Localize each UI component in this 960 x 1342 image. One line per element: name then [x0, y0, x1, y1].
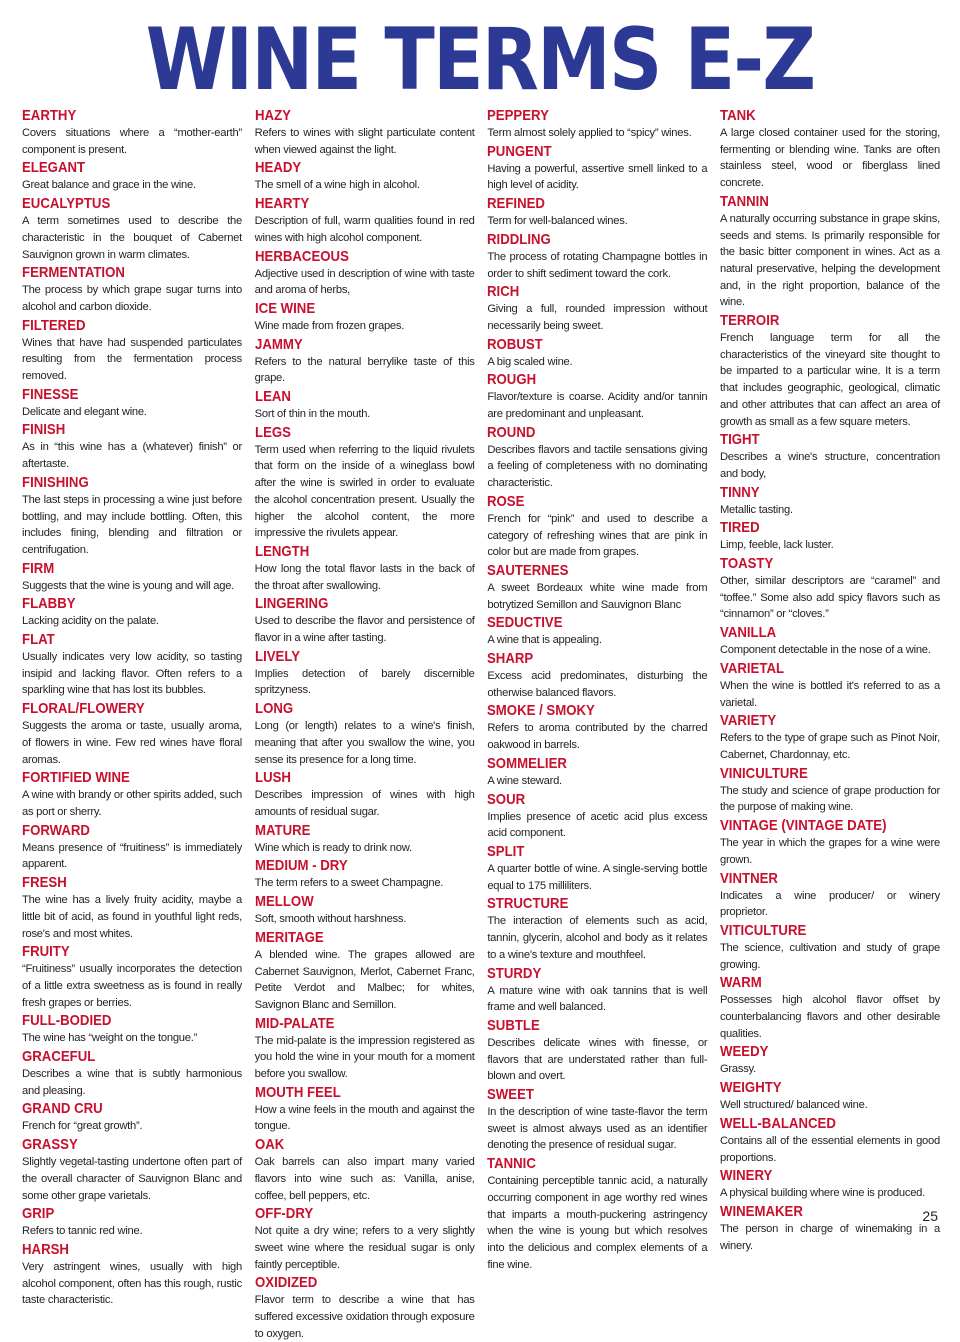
glossary-entry	[487, 1085, 707, 1154]
entry-definition: Oak barrels can also impart many varied flavors into wine such as: Vanilla, anise, coffee, bell peppers, etc.	[254, 1156, 475, 1202]
glossary-entry	[255, 387, 475, 423]
entry-definition: French language term for all the characteristics of the vineyard site thought to be imparted to a particular wine. It is a term that includes geographic, geological, climatic and other attributes that can affect an area of growth as small as a few square meters.	[719, 332, 940, 428]
glossary-entry	[487, 335, 707, 371]
entry-definition: Suggests the aroma or taste, usually aroma, of flowers in wine. Few red wines have floral aromas.	[22, 720, 242, 766]
entry-term: LINGERING	[254, 595, 328, 613]
glossary-entry	[255, 892, 475, 928]
entry-definition: The science, cultivation and study of grape growing.	[719, 941, 940, 971]
entry-term: RIDDLING	[487, 230, 552, 248]
glossary-entry	[255, 856, 475, 892]
entry-term: LIVELY	[254, 647, 300, 665]
glossary-entry	[720, 554, 940, 623]
glossary-entry	[487, 282, 707, 334]
glossary-entry	[255, 821, 475, 857]
glossary-entry	[720, 973, 940, 1042]
glossary-entry	[22, 699, 242, 768]
glossary-entry	[255, 1014, 475, 1083]
glossary-entry	[720, 711, 940, 763]
glossary-entry	[255, 423, 475, 542]
entry-term: PEPPERY	[487, 107, 550, 124]
entry-definition: Not quite a dry wine; refers to a very slightly sweet wine where the residual sugar is only faintly perceptible.	[254, 1225, 475, 1271]
glossary-entry	[487, 1154, 707, 1273]
glossary-entry	[22, 263, 242, 315]
entry-term: FINISHING	[22, 473, 89, 491]
entry-definition: A blended wine. The grapes allowed are Cabernet Sauvignon, Merlot, Cabernet Franc, Petite Verdot and Malbec; for whites, Savignon Blanc and Semillon.	[254, 948, 475, 1011]
entry-definition: Slightly vegetal-tasting undertone often part of the overall character of Sauvignon Blanc and some other grape varietals.	[22, 1156, 242, 1202]
entry-term: FLAT	[22, 631, 55, 649]
entry-term: MOUTH FEEL	[254, 1083, 341, 1101]
glossary-column-1	[22, 106, 242, 1307]
entry-term: FRUITY	[22, 943, 70, 961]
entry-term: VANILLA	[719, 624, 777, 642]
entry-definition: French for “pink” and used to describe a category of refreshing wines that are pink in color but are made from grapes.	[487, 512, 708, 559]
glossary-entry	[720, 1202, 940, 1254]
entry-term: LENGTH	[254, 542, 309, 560]
glossary-entry	[487, 423, 707, 492]
glossary-entry	[22, 821, 242, 873]
glossary-entry	[22, 106, 242, 158]
entry-definition: Having a powerful, assertive smell linked to a high level of acidity.	[487, 162, 708, 192]
entry-definition: A quarter bottle of wine. A single-serving bottle equal to 175 milliliters.	[487, 862, 708, 892]
glossary-entry	[720, 764, 940, 816]
glossary-entry	[720, 1166, 940, 1202]
entry-term: EUCALYPTUS	[22, 195, 111, 213]
entry-definition: A large closed container used for the storing, fermenting or blending wine. Tanks are often stainless steel, wood or fiberglass lined concrete.	[719, 127, 940, 190]
entry-term: ROBUST	[487, 335, 544, 353]
glossary-entry	[255, 928, 475, 1014]
entry-term: WINEMAKER	[719, 1202, 803, 1220]
entry-term: FIRM	[22, 559, 55, 577]
glossary-entry	[22, 1099, 242, 1135]
entry-definition: Term used when referring to the liquid rivulets that form on the inside of a wineglass bowl after the wine is swirled in order to evaluate the alcohol concentration present. Usually the higher the alcohol content, the more impressive the rivulets appear.	[254, 443, 475, 540]
entry-term: WARM	[719, 974, 762, 992]
entry-definition: The wine has “weight on the tongue.”	[22, 1032, 198, 1045]
entry-definition: A wine steward.	[487, 774, 562, 787]
glossary-entry	[720, 483, 940, 519]
entry-term: TERROIR	[719, 312, 780, 330]
entry-definition: Description of full, warm qualities found in red wines with high alcohol component.	[254, 215, 475, 244]
entry-term: LEAN	[254, 388, 291, 406]
entry-term: TIGHT	[719, 431, 760, 449]
entry-definition: Well structured/ balanced wine.	[719, 1099, 868, 1112]
glossary-entry	[22, 559, 242, 595]
glossary-entry	[487, 964, 707, 1016]
glossary-entry	[255, 1135, 475, 1204]
glossary-entry	[720, 1114, 940, 1166]
entry-term: ELEGANT	[22, 159, 86, 177]
glossary-entry	[720, 311, 940, 430]
entry-term: TANNIN	[719, 192, 769, 210]
entry-term: LUSH	[254, 769, 291, 787]
glossary-entry	[720, 518, 940, 554]
glossary-entry	[487, 701, 707, 753]
entry-definition: Giving a full, rounded impression without necessarily being sweet.	[487, 303, 708, 332]
entry-definition: Describes delicate wines with finesse, or flavors that are understated rather than full-blown and overt.	[487, 1036, 708, 1083]
entry-definition: Adjective used in description of wine with taste and aroma of herbs,	[254, 267, 475, 297]
entry-term: SOMMELIER	[487, 754, 568, 772]
glossary-entry	[255, 542, 475, 594]
glossary-entry	[720, 623, 940, 659]
entry-definition: A wine with brandy or other spirits added, such as port or sherry.	[22, 789, 242, 818]
entry-definition: Refers to tannic red wine.	[22, 1225, 143, 1238]
entry-term: WELL-BALANCED	[719, 1114, 836, 1132]
entry-definition: The person in charge of winemaking in a winery.	[719, 1222, 940, 1252]
entry-definition: How a wine feels in the mouth and against the tongue.	[254, 1103, 475, 1133]
entry-definition: Describes flavors and tactile sensations giving a feeling of completeness with no dominating characteristic.	[487, 443, 708, 490]
entry-definition: Flavor/texture is coarse. Acidity and/or tannin are predominant and unpleasant.	[487, 391, 708, 421]
glossary-entry	[487, 142, 707, 194]
entry-definition: Long (or length) relates to a wine's finish, meaning that after you swallow the wine, you sense its presence for a long time.	[254, 720, 475, 766]
entry-definition: The term refers to a sweet Champagne.	[254, 877, 444, 890]
entry-term: GRACEFUL	[22, 1048, 96, 1066]
glossary-entry	[22, 1011, 242, 1047]
glossary-entry	[22, 420, 242, 472]
glossary-entry	[22, 194, 242, 263]
glossary-entry	[22, 942, 242, 1011]
page-title: WINE TERMS E-Z	[145, 10, 815, 110]
entry-definition: Suggests that the wine is young and will age.	[22, 579, 235, 592]
entry-term: OFF-DRY	[254, 1205, 313, 1223]
entry-definition: Describes a wine's structure, concentration and body,	[719, 451, 940, 480]
glossary-entry	[255, 647, 475, 699]
glossary-entry	[720, 816, 940, 868]
entry-term: VARIETY	[719, 712, 777, 730]
entry-term: JAMMY	[254, 335, 303, 353]
entry-term: SHARP	[487, 650, 534, 668]
entry-term: FLABBY	[22, 595, 76, 613]
entry-term: FLORAL/FLOWERY	[22, 700, 145, 718]
glossary-entry	[720, 192, 940, 311]
entry-definition: How long the total flavor lasts in the back of the throat after swallowing.	[254, 562, 475, 592]
entry-term: TIRED	[719, 519, 760, 537]
glossary-entry	[487, 649, 707, 701]
entry-definition: Term almost solely applied to “spicy” wines.	[487, 127, 692, 139]
entry-definition: A sweet Bordeaux white wine made from botrytized Semillon and Sauvignon Blanc	[487, 581, 708, 611]
entry-term: FINISH	[22, 421, 66, 439]
glossary-entry	[22, 1204, 242, 1240]
entry-definition: Limp, feeble, lack luster.	[719, 539, 834, 552]
entry-term: OAK	[254, 1136, 284, 1154]
glossary-entry	[720, 106, 940, 192]
entry-term: VINICULTURE	[719, 764, 808, 782]
glossary-entry	[22, 1047, 242, 1099]
glossary-entry	[487, 194, 707, 230]
glossary-entry	[22, 768, 242, 820]
entry-definition: Very astringent wines, usually with high alcohol component, often has this rough, rustic taste characteristic.	[22, 1260, 242, 1307]
glossary-entry	[255, 335, 475, 387]
glossary-entry	[22, 385, 242, 421]
entry-term: HARSH	[22, 1240, 69, 1258]
entry-term: SPLIT	[487, 842, 525, 860]
entry-term: STURDY	[487, 964, 542, 982]
entry-term: FULL-BODIED	[22, 1012, 112, 1030]
entry-term: SOUR	[487, 790, 526, 808]
glossary-entry	[255, 768, 475, 820]
entry-term: VITICULTURE	[719, 921, 807, 939]
glossary-entry	[487, 1016, 707, 1085]
entry-term: PUNGENT	[487, 142, 552, 160]
entry-term: HAZY	[254, 107, 291, 124]
entry-term: TANK	[719, 107, 756, 124]
entry-definition: Excess acid predominates, disturbing the otherwise balanced flavors.	[487, 670, 708, 699]
glossary-entry	[487, 561, 707, 613]
glossary-entry	[720, 430, 940, 482]
glossary-entry	[22, 873, 242, 942]
entry-term: MID-PALATE	[254, 1014, 335, 1032]
entry-definition: The wine has a lively fruity acidity, maybe a little bit of acid, as found in youthful light reds, rose's and most whites.	[22, 894, 242, 940]
entry-definition: Term for well-balanced wines.	[487, 215, 628, 228]
entry-definition: Lacking acidity on the palate.	[22, 615, 159, 628]
glossary-entry	[487, 230, 707, 282]
entry-term: RICH	[487, 283, 520, 301]
entry-definition: Grassy.	[719, 1063, 756, 1076]
glossary-entry	[487, 842, 707, 894]
glossary-entry	[22, 1135, 242, 1204]
entry-term: TOASTY	[719, 555, 774, 573]
entry-term: TINNY	[719, 483, 760, 501]
glossary-entry	[255, 194, 475, 246]
glossary-entry	[720, 1042, 940, 1078]
entry-term: LONG	[254, 700, 293, 718]
glossary-entry	[487, 370, 707, 422]
glossary-entry	[22, 630, 242, 699]
entry-term: SMOKE / SMOKY	[487, 702, 596, 720]
entry-definition: A physical building where wine is produced.	[719, 1187, 926, 1200]
entry-definition: Covers situations where a “mother-earth” component is present.	[22, 127, 242, 156]
entry-term: HEARTY	[254, 195, 309, 213]
entry-term: LEGS	[254, 423, 291, 441]
entry-definition: Usually indicates very low acidity, so tasting insipid and lacking flavor. Often refers to a sparkling wine that has lost its bubbles.	[22, 651, 242, 697]
glossary-entry	[255, 247, 475, 299]
entry-definition: Implies presence of acetic acid plus excess acid component.	[487, 810, 708, 840]
page-number: 25	[922, 1208, 938, 1224]
entry-definition: The mid-palate is the impression registered as you hold the wine in your mouth for a moment before you swallow.	[254, 1034, 475, 1081]
entry-definition: Metallic tasting.	[719, 503, 793, 516]
glossary-entry	[22, 158, 242, 194]
entry-definition: A term sometimes used to describe the characteristic in the bouquet of Cabernet Sauvignon grown in warm climates.	[22, 215, 242, 261]
entry-definition: The last steps in processing a wine just before bottling, and may include bottling. Often, this includes fining, blending and filtration or centrifugation.	[22, 493, 242, 556]
glossary-entry	[720, 659, 940, 711]
entry-definition: The study and science of grape production for the purpose of making wine.	[719, 784, 940, 814]
entry-term: FORWARD	[22, 821, 90, 839]
entry-definition: Indicates a wine producer/ or winery proprietor.	[719, 889, 940, 919]
glossary-entry	[255, 699, 475, 768]
entry-definition: The interaction of elements such as acid, tannin, glycerin, alcohol and body as it relates to a wine's texture and mouthfeel.	[487, 915, 708, 961]
entry-term: STRUCTURE	[487, 895, 569, 913]
entry-term: SUBTLE	[487, 1016, 541, 1034]
glossary-entry	[22, 1240, 242, 1309]
entry-definition: In the description of wine taste-flavor the term sweet is almost always used as an identifier denoting the presence of residual sugar.	[487, 1106, 708, 1152]
glossary-entry	[255, 106, 475, 158]
entry-definition: The process of rotating Champagne bottles in order to shift sediment toward the cork.	[487, 250, 708, 280]
glossary-column-2	[254, 106, 475, 1340]
entry-term: FRESH	[22, 874, 67, 892]
entry-definition: Component detectable in the nose of a wine.	[719, 644, 931, 657]
entry-term: ICE WINE	[254, 299, 315, 317]
entry-definition: As in “this wine has a (whatever) finish” or aftertaste.	[22, 441, 242, 471]
entry-term: GRASSY	[22, 1136, 78, 1154]
entry-term: SAUTERNES	[487, 561, 569, 579]
glossary-entry	[487, 106, 707, 142]
entry-definition: Refers to the type of grape such as Pinot Noir, Cabernet, Chardonnay, etc.	[719, 732, 940, 761]
entry-term: GRAND CRU	[22, 1100, 103, 1118]
entry-term: ROUGH	[487, 371, 537, 389]
entry-term: TANNIC	[487, 1155, 537, 1173]
entry-definition: Refers to aroma contributed by the charred oakwood in barrels.	[487, 722, 708, 752]
entry-term: MELLOW	[254, 893, 314, 911]
glossary-column-3	[487, 106, 708, 1271]
entry-definition: Wine which is ready to drink now.	[254, 841, 412, 854]
glossary-entry	[487, 613, 707, 649]
entry-definition: Describes a wine that is subtly harmonious and pleasing.	[22, 1068, 242, 1097]
entry-definition: Means presence of “fruitiness” is immediately apparent.	[22, 841, 242, 871]
entry-definition: Containing perceptible tannic acid, a naturally occurring component in age worthy red wines that imparts a mouth-puckering astringency when the wine is young but which resolves into the delicious and complex elements of a fine wine.	[487, 1175, 708, 1271]
glossary-entry	[487, 790, 707, 842]
entry-term: EARTHY	[22, 107, 77, 124]
entry-definition: Flavor term to describe a wine that has suffered excessive oxidation through exposure to oxygen.	[254, 1294, 475, 1340]
glossary-entry	[720, 869, 940, 921]
entry-term: GRIP	[22, 1205, 55, 1223]
glossary-entry	[22, 594, 242, 630]
entry-term: MEDIUM - DRY	[254, 857, 348, 875]
glossary-entry	[255, 1083, 475, 1135]
entry-definition: The year in which the grapes for a wine were grown.	[719, 837, 940, 866]
entry-definition: Great balance and grace in the wine.	[22, 179, 196, 192]
entry-definition: Other, similar descriptors are “caramel” and “toffee.” Some also add spicy flavors such as “cinnamon” or “cloves.”	[719, 575, 940, 621]
glossary-entry	[255, 1204, 475, 1273]
entry-term: SWEET	[487, 1086, 535, 1104]
entry-definition: Describes impression of wines with high amounts of residual sugar.	[254, 789, 475, 818]
entry-term: MERITAGE	[254, 928, 324, 946]
entry-definition: Wines that have had suspended particulates resulting from the fermentation process removed.	[22, 336, 242, 383]
entry-term: REFINED	[487, 195, 546, 213]
glossary-entry	[255, 594, 475, 646]
glossary-entry	[22, 473, 242, 559]
entry-definition: A naturally occurring substance in grape skins, seeds and stems. Is primarily responsible for the basic bitter component in wines. Act as a natural preservative, helping the development and, in the right proportion, balance of the wine.	[719, 212, 940, 309]
entry-definition: When the wine is bottled it's referred to as a varietal.	[719, 679, 940, 709]
glossary-entry	[22, 316, 242, 385]
glossary-entry	[720, 1078, 940, 1114]
entry-definition: Delicate and elegant wine.	[22, 405, 147, 418]
glossary-entry	[487, 754, 707, 790]
entry-definition: Refers to the natural berrylike taste of this grape.	[254, 355, 475, 385]
entry-definition: A big scaled wine.	[487, 355, 573, 368]
entry-term: HEADY	[254, 159, 301, 177]
entry-definition: A wine that is appealing.	[487, 634, 602, 647]
entry-term: ROUND	[487, 423, 536, 441]
entry-definition: Refers to wines with slight particulate content when viewed against the light.	[254, 127, 475, 156]
entry-definition: Sort of thin in the mouth.	[254, 408, 371, 421]
entry-definition: Possesses high alcohol flavor offset by counterbalancing flavors and other desirable qualities.	[719, 994, 940, 1040]
glossary-entry	[255, 158, 475, 194]
entry-definition: Used to describe the flavor and persistence of flavor in a wine after tasting.	[254, 615, 475, 645]
entry-term: FINESSE	[22, 385, 79, 403]
entry-definition: The smell of a wine high in alcohol.	[254, 179, 420, 192]
entry-definition: The process by which grape sugar turns into alcohol and carbon dioxide.	[22, 284, 242, 313]
entry-term: OXIDIZED	[254, 1274, 317, 1292]
entry-term: VINTAGE (VINTAGE DATE)	[719, 817, 887, 835]
entry-definition: Wine made from frozen grapes.	[254, 319, 405, 332]
entry-term: FORTIFIED WINE	[22, 769, 130, 787]
entry-term: MATURE	[254, 821, 311, 839]
entry-definition: Implies detection of barely discernible spritzyness.	[254, 667, 475, 697]
entry-definition: “Fruitiness” usually incorporates the detection of a little extra sweetness as is found in really fresh grapes or berries.	[22, 963, 242, 1009]
entry-definition: French for “great growth”.	[22, 1120, 143, 1133]
entry-term: WEEDY	[719, 1043, 769, 1061]
entry-term: WEIGHTY	[719, 1079, 782, 1097]
entry-term: WINERY	[719, 1167, 773, 1185]
entry-term: FILTERED	[22, 316, 86, 334]
entry-term: VINTNER	[719, 869, 778, 887]
entry-definition: A mature wine with oak tannins that is well frame and well balanced.	[487, 984, 708, 1014]
entry-definition: Soft, smooth without harshness.	[254, 913, 407, 926]
glossary-entry	[255, 299, 475, 335]
glossary-entry	[487, 894, 707, 963]
entry-term: HERBACEOUS	[254, 247, 349, 265]
entry-definition: Contains all of the essential elements in good proportions.	[719, 1134, 940, 1164]
glossary-entry	[720, 921, 940, 973]
glossary-entry	[255, 1273, 475, 1342]
entry-term: ROSE	[487, 492, 525, 510]
glossary-entry	[487, 492, 707, 561]
entry-term: VARIETAL	[719, 659, 785, 677]
entry-term: FERMENTATION	[22, 264, 125, 282]
entry-term: SEDUCTIVE	[487, 614, 563, 632]
